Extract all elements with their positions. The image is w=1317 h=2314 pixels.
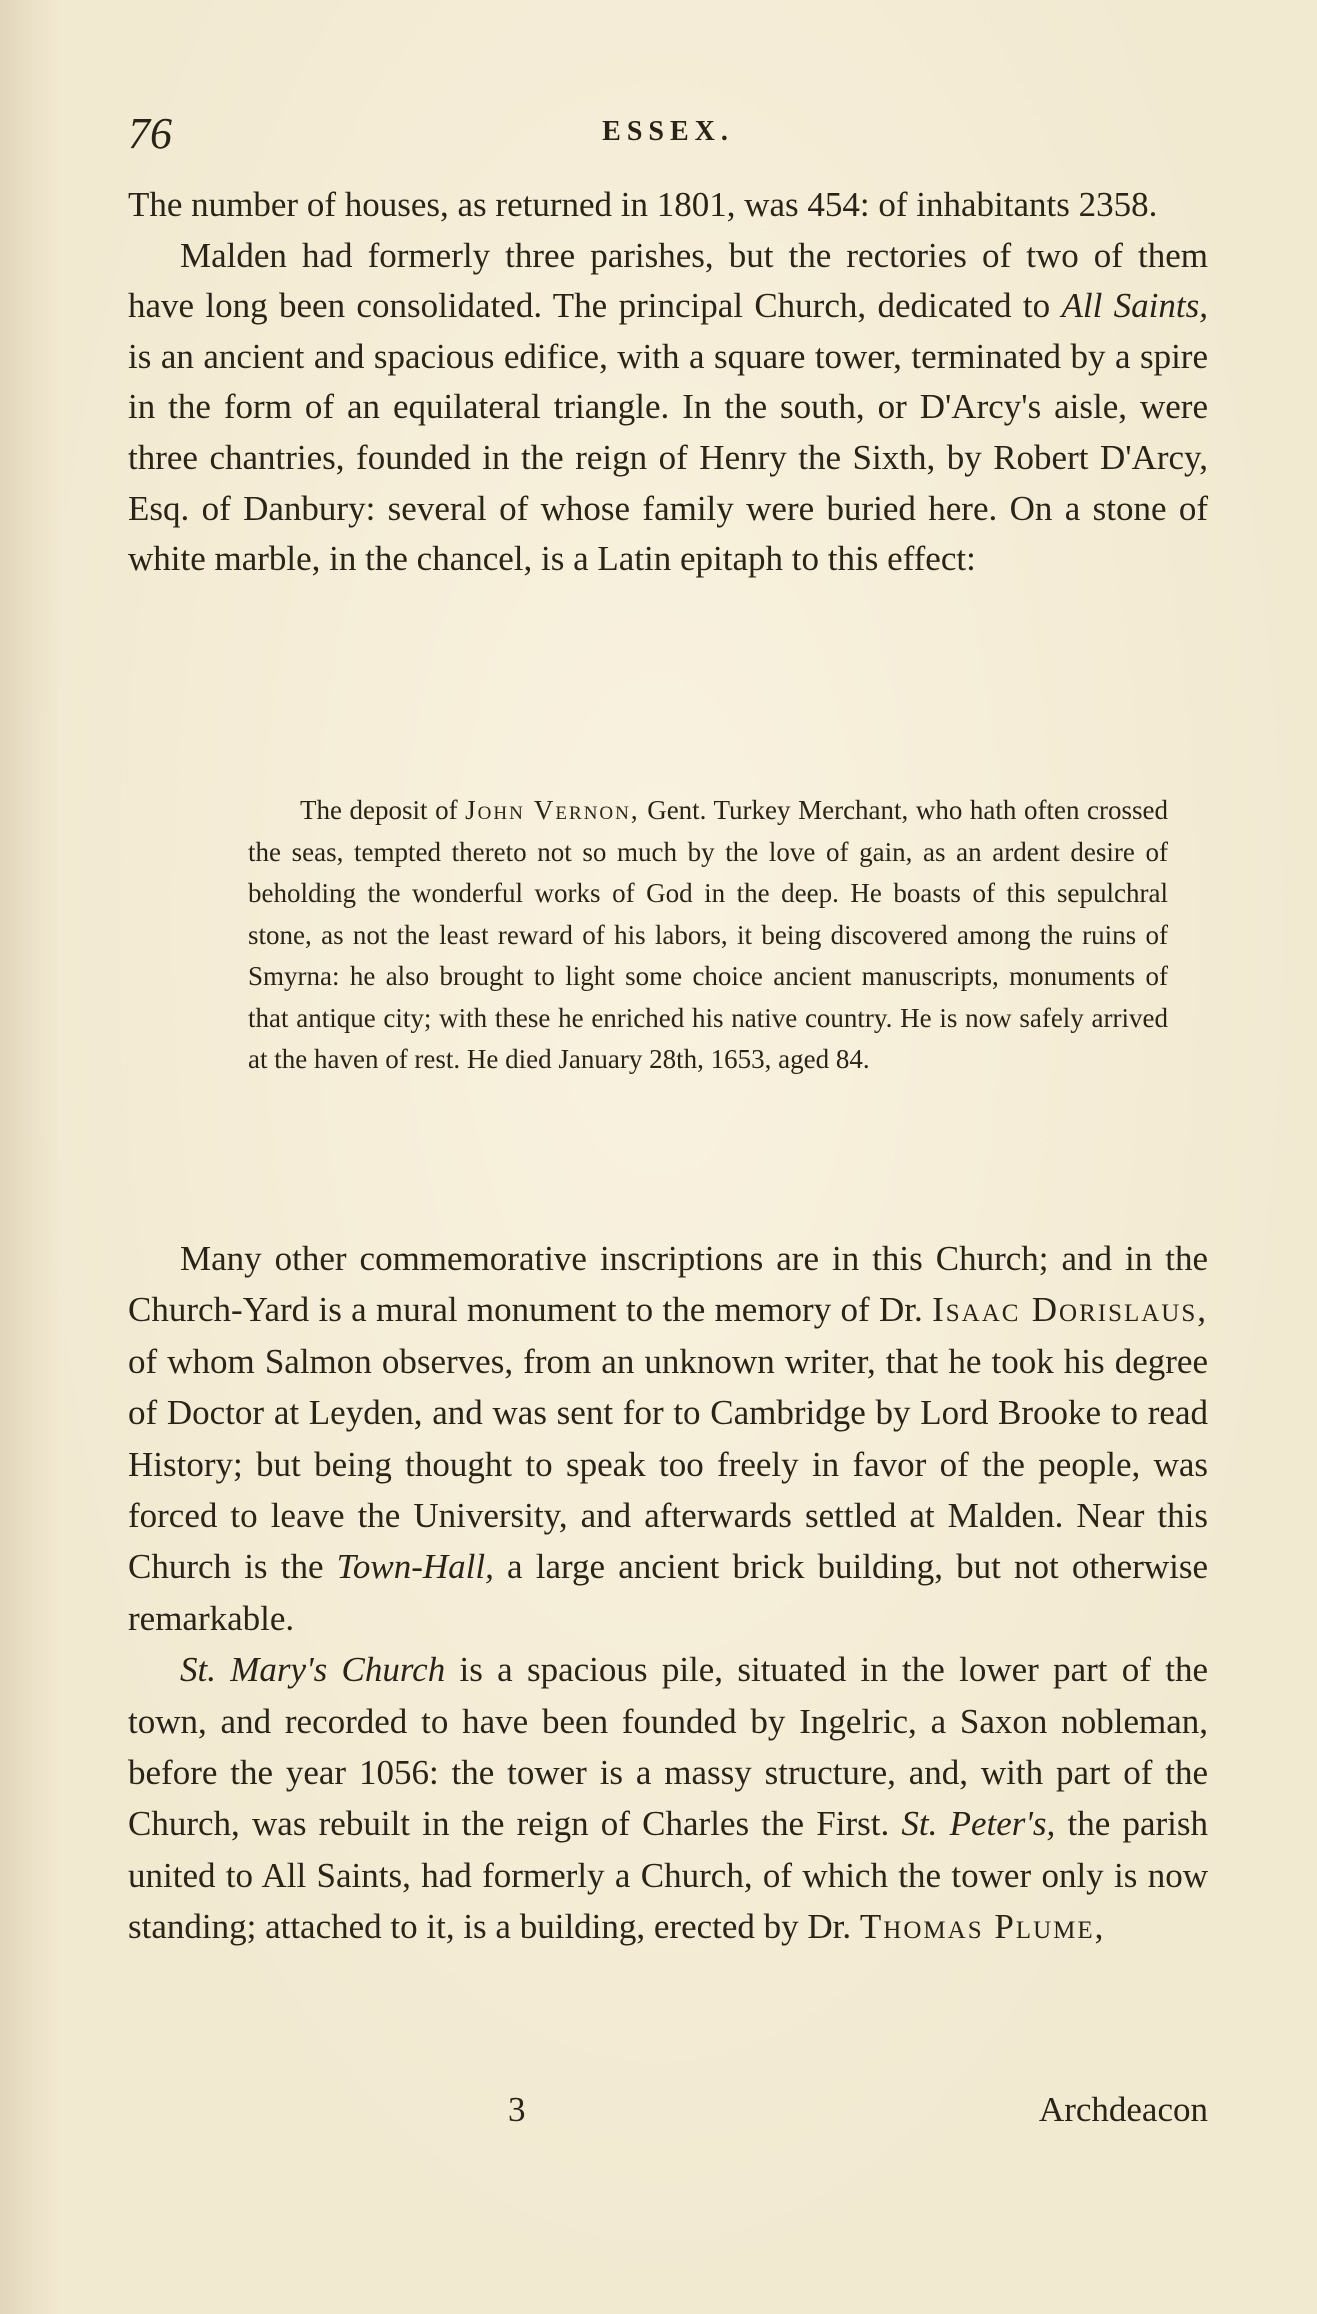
signature-mark: 3 [508,2090,526,2129]
page-number: 76 [128,109,172,158]
page-fold-shadow [0,0,60,2314]
paragraph-inscriptions-part3: a large ancient brick building, but not otherwise remarkable. [128,1547,1209,1638]
epitaph-name: John Vernon, [465,795,640,825]
epitaph-text [248,790,1168,1081]
paragraph-malden [128,231,1208,585]
epitaph-part2: Gent. Turkey Merchant, who hath often crossed the seas, tempted thereto not so much by the love of gain, as an ardent desire of beholding the wonderful works of God in the deep. He boasts of this sepulchral stone, as not the least reward of his labors, it being discovered among the ruins of Smyrna: he also brought to light some choice ancient manuscripts, monuments of that antique city; with these he enriched his native country. He is now safely arrived at the haven of rest. He died January 28th, 1653, aged 84. [248,795,1169,1074]
paragraph-houses: The number of houses, as returned in 1801, was 454: of inhabitants 2358. [128,185,1158,224]
paragraph-malden-part2: is an ancient and spacious edifice, with a square tower, terminated by a spire in the form of an equilateral triangle. In the south, or D'Arcy's aisle, were three chantries, founded in the reign of Henry the Sixth, by Robert D'Arcy, Esq. of Danbury: several of whose family were buried here. On a stone of white marble, in the chancel, is a Latin epitaph to this effect: [128,336,1208,579]
paragraph-inscriptions-part2: of whom Salmon observes, from an unknown writer, that he took his degree of Doctor at Leyden, and was sent for to Cambridge by Lord Brooke to read History; but being thought to speak too freely in favor of the people, was forced to leave the University, and afterwards settled at Malden. Near this Church is the [128,1341,1208,1587]
epitaph-quote [248,790,1168,1081]
name-dorislaus: Isaac Dorislaus, [932,1290,1209,1330]
page-header [128,108,1208,168]
paragraph-inscriptions [128,1233,1208,1644]
name-thomas-plume: Thomas Plume, [859,1907,1106,1947]
town-hall: Town-Hall, [336,1547,494,1587]
catchword: Archdeacon [1038,2090,1208,2129]
paragraph-st-marys-part1: is a spacious pile, situated in the lower part of the town, and recorded to have been founded by Ingelric, a Saxon nobleman, before the year 1056: the tower is a massy structure, and, with part of the Church, was rebuilt in the reign of Charles the First. [128,1650,1209,1844]
page-footer [128,2090,1208,2140]
body-text-bottom [128,1233,1208,1953]
paragraph-inscriptions-part1: Many other commemorative inscriptions are in this Church; and in the Church-Yard is a mural monument to the memory of Dr. [128,1239,1208,1330]
paragraph-st-marys-part2: the parish united to All Saints, had formerly a Church, of which the tower only is now standing; attached to it, is a building, erected by Dr. [128,1804,1208,1947]
church-name-all-saints: All Saints, [1061,286,1208,326]
st-peters: St. Peter's, [901,1804,1056,1844]
paragraph-malden-part1: Malden had formerly three parishes, but the rectories of two of them have long been consolidated. The principal Church, dedicated to [128,235,1208,326]
running-head: ESSEX. [602,116,734,147]
epitaph-part1: The deposit of [300,795,466,825]
paragraph-st-marys [128,1644,1208,1952]
st-marys-church: St. Mary's Church [180,1650,446,1690]
body-text-top [128,180,1208,585]
